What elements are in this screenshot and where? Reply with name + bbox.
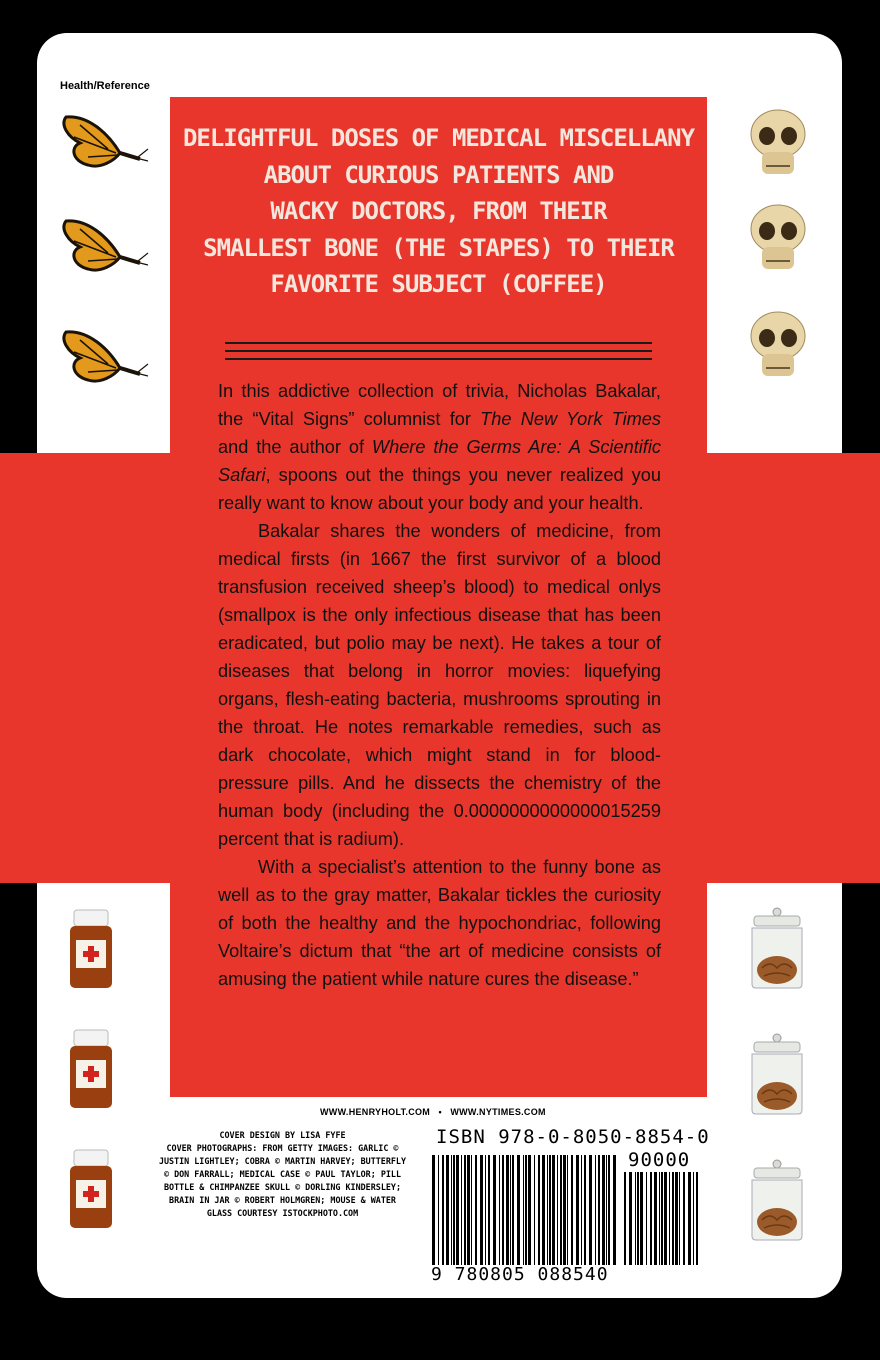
headline [170, 120, 707, 303]
chimp-skull-icon [748, 108, 808, 180]
blurb-italic: Where the Germs Are: A Scientific Safari [218, 437, 661, 485]
price-code: 90000 [628, 1149, 691, 1171]
credit-line: COVER PHOTOGRAPHS: FROM GETTY IMAGES: GARLIC © [166, 1143, 399, 1153]
blurb-text: In this addictive collection of trivia, Nicholas Bakalar, the “Vital Signs” columnist for [218, 381, 661, 429]
butterfly-icon [58, 217, 150, 285]
blurb [218, 377, 661, 993]
headline-line: FAVORITE SUBJECT (COFFEE) [270, 270, 607, 298]
divider-rule [225, 342, 652, 344]
category-label: Health/Reference [60, 80, 150, 92]
brain-jar-icon [746, 906, 808, 990]
chimp-skull-icon [748, 310, 808, 382]
headline-line: ABOUT CURIOUS PATIENTS AND [263, 160, 614, 189]
butterfly-icon [58, 113, 150, 181]
website-links: WWW.HENRYHOLT.COM • WWW.NYTIMES.COM [320, 1107, 546, 1117]
headline-line: SMALLEST BONE (THE STAPES) TO THEIR [203, 233, 674, 262]
blurb-text: and the author of [218, 437, 372, 457]
pill-bottle-icon [66, 908, 116, 990]
brain-jar-icon [746, 1032, 808, 1116]
divider-rule [225, 350, 652, 352]
credit-line: BOTTLE & CHIMPANZEE SKULL © DORLING KINDERSLEY; [164, 1182, 401, 1192]
ean-digits: 9 780805 088540 [431, 1264, 609, 1285]
cover-credits [155, 1129, 410, 1220]
headline-line: DELIGHTFUL DOSES OF MEDICAL MISCELLANY [182, 124, 695, 152]
butterfly-icon [58, 328, 150, 396]
isbn-number: ISBN 978-0-8050-8854-0 [436, 1126, 710, 1148]
blurb-paragraph [218, 377, 661, 517]
credit-line: JUSTIN LIGHTLEY; COBRA © MARTIN HARVEY; BUTTERFLY [158, 1156, 407, 1166]
pill-bottle-icon [66, 1028, 116, 1110]
credit-line: GLASS COURTESY ISTOCKPHOTO.COM [206, 1208, 359, 1218]
brain-jar-icon [746, 1158, 808, 1242]
blurb-paragraph: Bakalar shares the wonders of medicine, from medical firsts (in 1667 the first survivor of a blood transfusion received sheep’s blood) to medical onlys (smallpox is the only infectious disease that has been eradicated, but polio may be next). He takes a tour of diseases that belong in horror movies: liquefying organs, flesh-eating bacteria, mushrooms sprouting in the throat. He notes remarkable remedies, such as dark chocolate, which might stand in for blood-pressure pills. And he dissects the chemistry of the human body (including the 0.0000000000000015259 percent that is radium). [218, 521, 661, 849]
price-barcode [622, 1172, 700, 1265]
blurb-italic: The New York Times [480, 409, 661, 429]
blurb-paragraph: With a specialist’s attention to the funny bone as well as to the gray matter, Bakalar tickles the curiosity of both the healthy and the hypochondriac, following Voltaire’s dictum that “the art of medicine consists of amusing the patient while nature cures the disease.” [218, 857, 661, 989]
blurb-text: , spoons out the things you never realized you really want to know about your body and your health. [218, 465, 661, 513]
credit-line: © DON FARRALL; MEDICAL CASE © PAUL TAYLOR; PILL [164, 1169, 401, 1179]
credit-line: BRAIN IN JAR © ROBERT HOLMGREN; MOUSE & WATER [169, 1195, 396, 1205]
pill-bottle-icon [66, 1148, 116, 1230]
divider-rule [225, 358, 652, 360]
credit-line: COVER DESIGN BY LISA FYFE [219, 1130, 346, 1140]
chimp-skull-icon [748, 203, 808, 275]
headline-line: WACKY DOCTORS, FROM THEIR [270, 197, 607, 225]
ean-barcode [430, 1155, 620, 1265]
